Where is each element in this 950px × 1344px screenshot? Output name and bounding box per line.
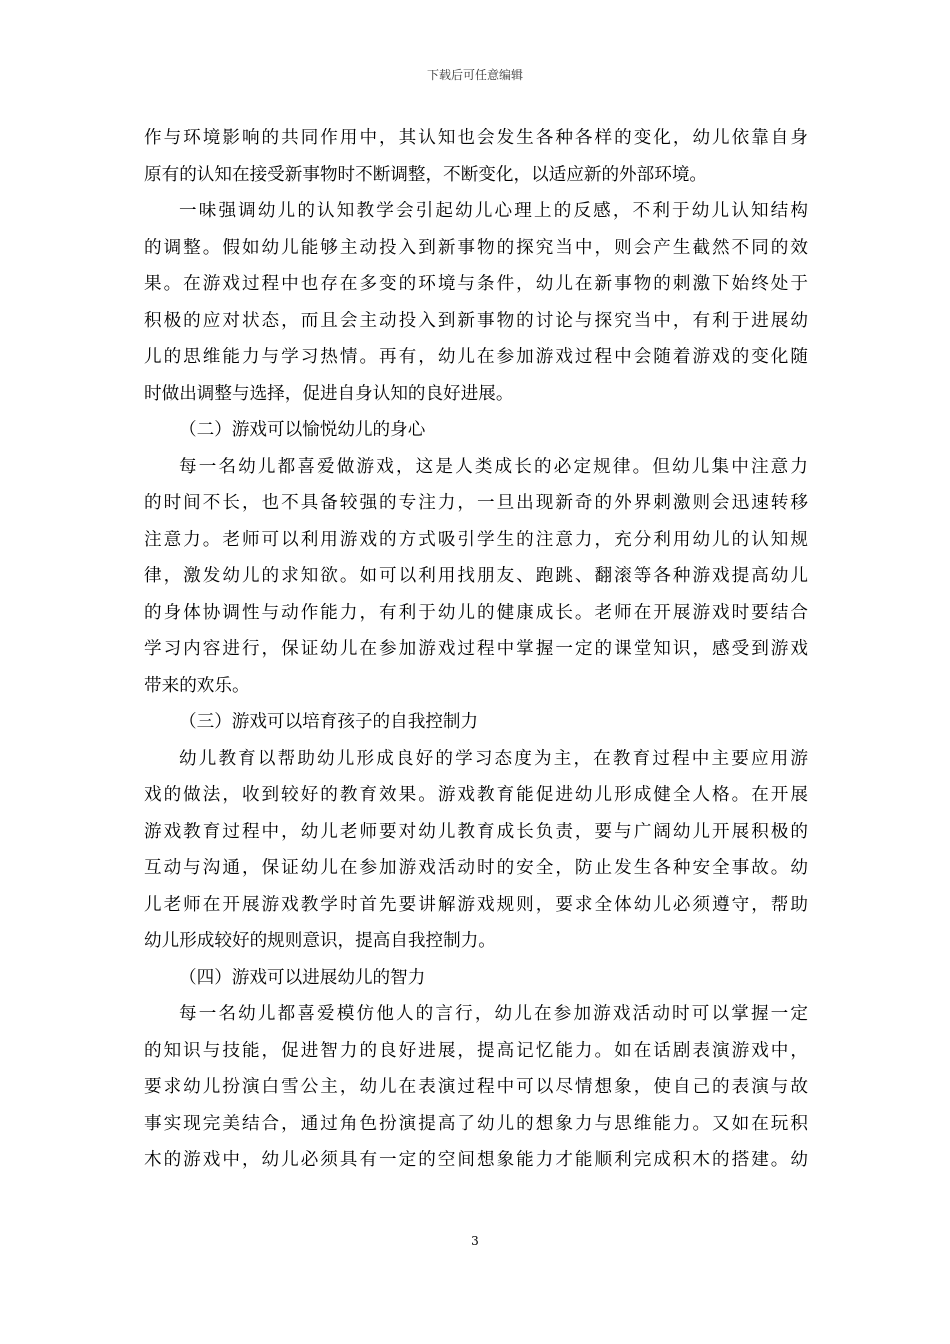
text-line: 的身体协调性与动作能力，有利于幼儿的健康成长。老师在开展游戏时要结合 — [144, 602, 808, 623]
text-line: 的时间不长，也不具备较强的专注力，一旦出现新奇的外界刺激则会迅速转移 — [144, 493, 808, 513]
text-line: 木的游戏中，幼儿必须具有一定的空间想象能力才能顺利完成积木的搭建。幼 — [144, 1150, 808, 1170]
section-heading: （三）游戏可以培育孩子的自我控制力 — [179, 712, 479, 732]
page-number: 3 — [471, 1234, 479, 1248]
text-line: 要求幼儿扮演白雪公主，幼儿在表演过程中可以尽情想象，使自己的表演与故 — [144, 1077, 808, 1097]
text-line: 作与环境影响的共同作用中，其认知也会发生各种各样的变化，幼儿依靠自身 — [144, 128, 808, 148]
text-line: 儿老师在开展游戏教学时首先要讲解游戏规则，要求全体幼儿必须遵守，帮助 — [144, 894, 808, 915]
text-line: 律，激发幼儿的求知欲。如可以利用找朋友、跑跳、翻滚等各种游戏提高幼儿 — [144, 566, 808, 586]
text-line: 事实现完美结合，通过角色扮演提高了幼儿的想象力与思维能力。又如在玩积 — [144, 1113, 808, 1134]
text-line: 的知识与技能，促进智力的良好进展，提高记忆能力。如在话剧表演游戏中， — [144, 1040, 808, 1061]
page-header: 下载后可任意编辑 — [426, 68, 523, 82]
paragraph-end-line: 带来的欢乐。 — [144, 675, 250, 696]
paragraph-end-line: 幼儿形成较好的规则意识，提高自我控制力。 — [144, 931, 496, 951]
text-line: 游戏教育过程中，幼儿老师要对幼儿教育成长负责，要与广阔幼儿开展积极的 — [144, 821, 808, 842]
text-line: 注意力。老师可以利用游戏的方式吸引学生的注意力，充分利用幼儿的认知规 — [144, 529, 808, 550]
section-heading: （四）游戏可以进展幼儿的智力 — [179, 967, 426, 988]
text-line: 的调整。假如幼儿能够主动投入到新事物的探究当中，则会产生截然不同的效 — [144, 237, 808, 258]
paragraph-end-line: 时做出调整与选择，促进自身认知的良好进展。 — [144, 383, 514, 404]
text-line: 学习内容进行，保证幼儿在参加游戏过程中掌握一定的课堂知识，感受到游戏 — [144, 639, 808, 659]
document-body — [144, 120, 808, 1179]
text-line: 果。在游戏过程中也存在多变的环境与条件，幼儿在新事物的刺激下始终处于 — [144, 274, 808, 294]
text-line: 互动与沟通，保证幼儿在参加游戏活动时的安全，防止发生各种安全事故。幼 — [144, 858, 808, 878]
paragraph-first-line: 一味强调幼儿的认知教学会引起幼儿心理上的反感，不利于幼儿认知结构 — [179, 201, 808, 221]
text-line: 儿的思维能力与学习热情。再有，幼儿在参加游戏过程中会随着游戏的变化随 — [144, 347, 808, 367]
text-line: 积极的应对状态，而且会主动投入到新事物的讨论与探究当中，有利于进展幼 — [144, 310, 808, 331]
section-heading: （二）游戏可以愉悦幼儿的身心 — [179, 420, 426, 440]
paragraph-end-line: 原有的认知在接受新事物时不断调整，不断变化，以适应新的外部环境。 — [144, 164, 708, 185]
text-line: 戏的做法，收到较好的教育效果。游戏教育能促进幼儿形成健全人格。在开展 — [144, 785, 808, 805]
paragraph-first-line: 每一名幼儿都喜爱模仿他人的言行，幼儿在参加游戏活动时可以掌握一定 — [179, 1004, 808, 1024]
paragraph-first-line: 幼儿教育以帮助幼儿形成良好的学习态度为主，在教育过程中主要应用游 — [179, 748, 808, 769]
paragraph-first-line: 每一名幼儿都喜爱做游戏，这是人类成长的必定规律。但幼儿集中注意力 — [179, 456, 808, 477]
